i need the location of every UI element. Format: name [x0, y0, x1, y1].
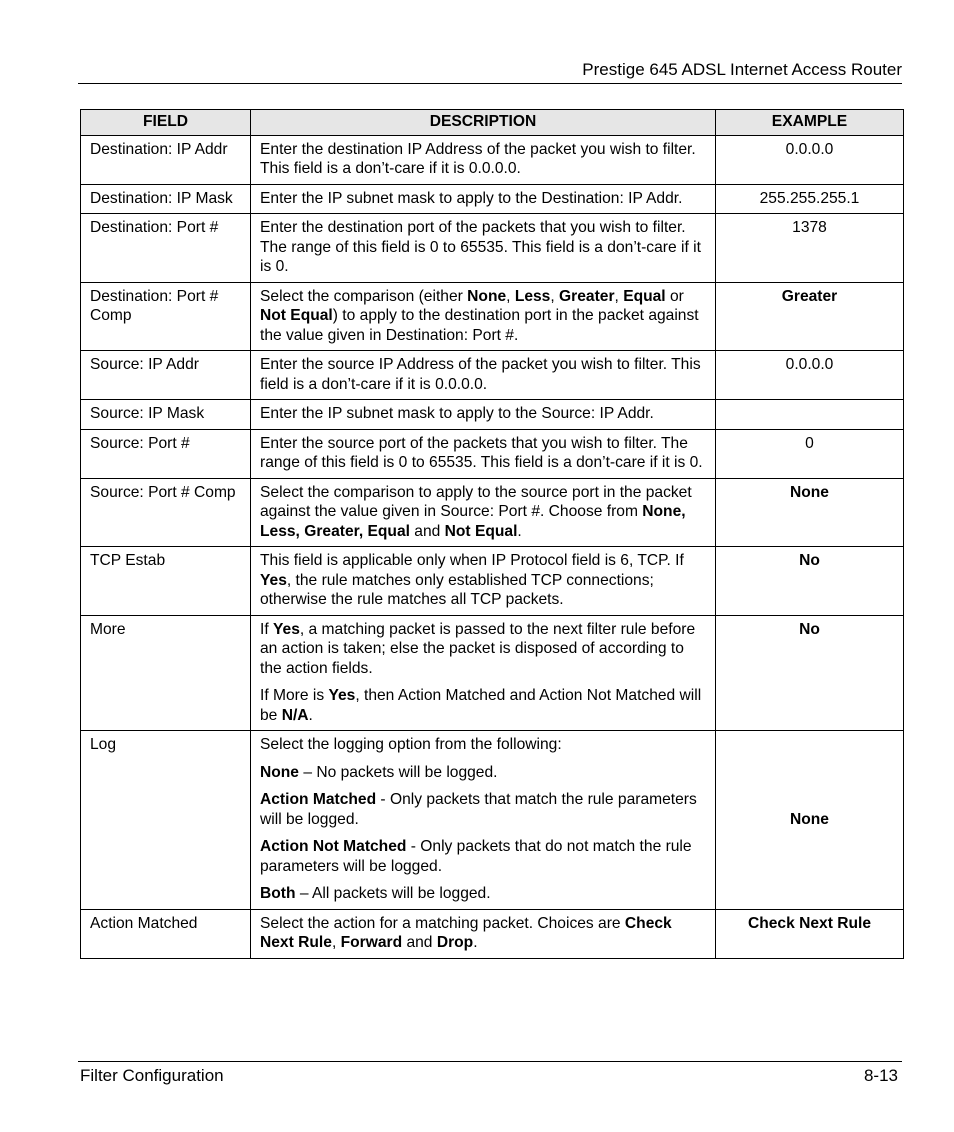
- description-paragraph: [260, 434, 706, 473]
- description-text: Select the action for a matching packet. Choices are: [260, 914, 625, 932]
- table-row: [81, 909, 904, 958]
- column-header-example: EXAMPLE: [716, 110, 904, 136]
- description-cell: [251, 351, 716, 400]
- description-cell: [251, 615, 716, 731]
- example-value-cell: [716, 400, 904, 430]
- example-value-cell: 0: [716, 429, 904, 478]
- description-text: – No packets will be logged.: [298, 763, 498, 781]
- example-value-cell: None: [716, 731, 904, 910]
- emphasized-term: Both: [260, 885, 296, 902]
- field-name-cell: Destination: IP Mask: [81, 184, 251, 214]
- description-cell: [251, 282, 716, 351]
- description-cell: [251, 547, 716, 616]
- description-text: , a matching packet is passed to the next filter rule before an action is taken; else the packet is disposed of according to the action fields.: [260, 620, 696, 677]
- example-value-cell: Check Next Rule: [716, 909, 904, 958]
- description-paragraph: [260, 189, 706, 209]
- field-name-cell: Action Matched: [81, 909, 251, 958]
- field-name-cell: Destination: IP Addr: [81, 135, 251, 184]
- table-row: [81, 731, 904, 910]
- description-text: Select the comparison (either: [260, 287, 468, 305]
- table-row: [81, 429, 904, 478]
- field-name-cell: Source: IP Mask: [81, 400, 251, 430]
- emphasized-term: Yes: [273, 620, 300, 638]
- example-value-cell: 0.0.0.0: [716, 135, 904, 184]
- emphasized-term: Action Not Matched: [260, 838, 407, 855]
- description-text: - Only packets that match the rule parameters will be logged.: [260, 791, 697, 828]
- emphasized-term: None: [260, 763, 299, 781]
- field-name-cell: More: [81, 615, 251, 731]
- description-text: .: [517, 522, 522, 540]
- column-header-description: DESCRIPTION: [251, 110, 716, 136]
- description-paragraph: [260, 686, 706, 725]
- footer-page-number: 8-13: [863, 1066, 898, 1085]
- description-text: Enter the destination port of the packets that you wish to filter. The range of this field is 0 to 65535. This field is a don’t-care if it is 0.: [260, 219, 701, 275]
- field-description-table: [80, 109, 904, 959]
- emphasized-term: None, Less, Greater, Equal: [260, 503, 686, 540]
- description-text: Enter the IP subnet mask to apply to the Source: IP Addr.: [260, 405, 654, 422]
- example-value-cell: Greater: [716, 282, 904, 351]
- description-paragraph: [260, 355, 706, 394]
- emphasized-term: Not Equal: [444, 522, 518, 540]
- footer-divider: [78, 1061, 902, 1062]
- field-name-cell: Log: [81, 731, 251, 910]
- description-text: Select the comparison to apply to the source port in the packet against the value given in Source: Port #. Choose from: [260, 483, 692, 520]
- example-value-cell: 255.255.255.1: [716, 184, 904, 214]
- description-text: .: [473, 934, 478, 951]
- description-text: ,: [550, 287, 560, 305]
- description-text: ,: [506, 287, 515, 305]
- footer-section-name: Filter Configuration: [80, 1066, 224, 1085]
- description-cell: [251, 184, 716, 214]
- description-paragraph: [260, 837, 706, 876]
- table-row: [81, 184, 904, 214]
- description-text: Select the logging option from the following:: [260, 736, 562, 753]
- description-paragraph: [260, 884, 706, 904]
- description-text: Enter the source port of the packets that you wish to filter. The range of this field is 0 to 65535. This field is a don’t-care if it is 0.: [260, 434, 703, 471]
- emphasized-term: None: [467, 287, 507, 305]
- description-text: ,: [614, 287, 624, 305]
- description-text: or: [665, 287, 684, 305]
- description-paragraph: [260, 140, 706, 179]
- emphasized-term: Yes: [260, 571, 287, 589]
- table-row: [81, 135, 904, 184]
- description-cell: [251, 478, 716, 547]
- description-text: ,: [331, 934, 341, 951]
- description-text: Enter the IP subnet mask to apply to the Destination: IP Addr.: [260, 189, 683, 207]
- description-cell: [251, 400, 716, 430]
- table-row: [81, 615, 904, 731]
- description-paragraph: [260, 763, 706, 783]
- example-value-cell: No: [716, 615, 904, 731]
- description-text: Enter the destination IP Address of the packet you wish to filter. This field is a don’t-care if it is 0.0.0.0.: [260, 140, 696, 177]
- description-text: .: [308, 706, 313, 724]
- emphasized-term: Equal: [623, 287, 666, 305]
- field-name-cell: Destination: Port #: [81, 214, 251, 283]
- emphasized-term: Check Next Rule: [260, 914, 672, 951]
- description-paragraph: [260, 914, 706, 953]
- field-name-cell: Source: Port #: [81, 429, 251, 478]
- table-row: [81, 214, 904, 283]
- table-row: [81, 282, 904, 351]
- description-cell: [251, 214, 716, 283]
- emphasized-term: Less: [514, 287, 551, 305]
- description-paragraph: [260, 404, 706, 424]
- description-paragraph: [260, 620, 706, 679]
- description-text: ) to apply to the destination port in the packet against the value given in Destination: Port #.: [260, 307, 699, 344]
- example-value-cell: 0.0.0.0: [716, 351, 904, 400]
- field-name-cell: Source: Port # Comp: [81, 478, 251, 547]
- description-paragraph: [260, 735, 706, 755]
- emphasized-term: Action Matched: [260, 791, 377, 808]
- emphasized-term: Not Equal: [260, 307, 333, 324]
- field-name-cell: TCP Estab: [81, 547, 251, 616]
- description-cell: [251, 429, 716, 478]
- description-text: – All packets will be logged.: [295, 885, 491, 902]
- description-text: and: [402, 934, 437, 951]
- description-text: This field is applicable only when IP Protocol field is 6, TCP. If: [260, 552, 684, 569]
- field-name-cell: Destination: Port # Comp: [81, 282, 251, 351]
- description-paragraph: [260, 287, 706, 346]
- description-text: If More is: [260, 687, 329, 704]
- description-cell: [251, 909, 716, 958]
- description-paragraph: [260, 551, 706, 610]
- example-value-cell: None: [716, 478, 904, 547]
- header-divider: [78, 83, 902, 84]
- table-row: [81, 547, 904, 616]
- emphasized-term: Drop: [436, 934, 474, 951]
- description-text: If: [260, 620, 273, 638]
- description-paragraph: [260, 790, 706, 829]
- column-header-field: FIELD: [81, 110, 251, 136]
- table-row: [81, 400, 904, 430]
- description-text: - Only packets that do not match the rule parameters will be logged.: [260, 838, 692, 875]
- example-value-cell: 1378: [716, 214, 904, 283]
- table-row: [81, 478, 904, 547]
- description-text: Enter the source IP Address of the packet you wish to filter. This field is a don’t-care if it is 0.0.0.0.: [260, 356, 701, 393]
- emphasized-term: N/A: [281, 706, 309, 724]
- description-paragraph: [260, 483, 706, 542]
- table-header-row: [81, 110, 904, 136]
- description-text: , then Action Matched and Action Not Matched will be: [260, 687, 702, 724]
- description-paragraph: [260, 218, 706, 277]
- table-row: [81, 351, 904, 400]
- example-value-cell: No: [716, 547, 904, 616]
- emphasized-term: Forward: [340, 934, 403, 951]
- page-header-title: Prestige 645 ADSL Internet Access Router: [582, 60, 902, 79]
- description-cell: [251, 731, 716, 910]
- description-text: , the rule matches only established TCP connections; otherwise the rule matches all TCP packets.: [260, 571, 654, 608]
- emphasized-term: Greater: [559, 287, 615, 305]
- description-cell: [251, 135, 716, 184]
- field-name-cell: Source: IP Addr: [81, 351, 251, 400]
- emphasized-term: Yes: [328, 687, 356, 704]
- description-text: and: [409, 522, 445, 540]
